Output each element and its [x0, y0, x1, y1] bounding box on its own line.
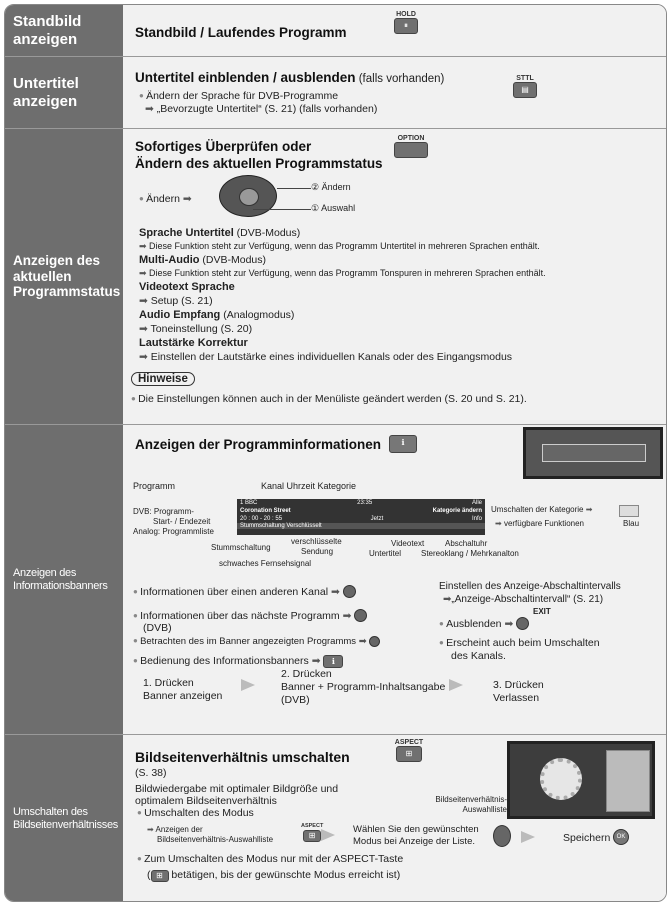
leader-line [253, 209, 311, 210]
item-videotext-sprache-desc: Setup (S. 21) [150, 295, 213, 307]
item-lautstaerke: Lautstärke Korrektur [139, 337, 248, 349]
section-label-infobanner: Anzeigen des Informationsbanners [5, 425, 123, 734]
exit-caption: EXIT [533, 607, 551, 616]
hinweise-text: ● Die Einstellungen können auch in der Menüliste geändert werden (S. 20 und S. 21). [131, 393, 527, 405]
untertitel-title-note: (falls vorhanden) [355, 73, 445, 85]
arrow-icon: ➡ [139, 241, 150, 251]
label-schwach: schwaches Fernsehsignal [219, 559, 312, 568]
label-startende: Start- / Endezeit [153, 517, 211, 526]
step-1a: 1. Drücken [143, 677, 194, 689]
aspect-desc-1: Bildwiedergabe mit optimaler Bildgröße und [135, 783, 339, 795]
banner-change-category: Kategorie ändern [432, 508, 482, 514]
step-2c: (DVB) [281, 694, 310, 706]
info-line-2b: (DVB) [143, 622, 172, 634]
anzeigen-label-1: Anzeigen der [155, 825, 203, 834]
untertitel-line2: „Bevorzugte Untertitel“ (S. 21) (falls vorhanden) [156, 103, 378, 115]
right-erscheint-2: des Kanals. [451, 650, 506, 662]
label-kanal: Kanal Uhrzeit Kategorie [261, 481, 357, 491]
info-line-2: ● Informationen über das nächste Programm [133, 610, 340, 622]
step-1b: Banner anzeigen [143, 690, 223, 702]
up-down-button-icon [343, 585, 356, 598]
speichern-label: Speichern [563, 832, 611, 844]
label-abschaltuhr: Abschaltuhr [445, 539, 488, 548]
step-arrow-icon [449, 679, 463, 691]
banner-footer: Stummschaltung Verschlüsselt [237, 523, 485, 529]
aspect-desc-2: optimalem Bildseitenverhältnis [135, 795, 277, 807]
section-label-untertitel: Untertitel anzeigen [5, 57, 123, 128]
label-untertitel: Untertitel [369, 549, 402, 558]
up-down-button-icon [493, 825, 511, 847]
item-sprache-untertitel-desc: Diese Funktion steht zur Verfügung, wenn das Programm Untertitel in mehreren Sprachen enthält. [149, 241, 540, 251]
item-sprache-untertitel: Sprache Untertitel [139, 227, 234, 239]
infobanner-title: Anzeigen der Programminformationen [135, 437, 382, 452]
taste-pre: ( [147, 869, 151, 881]
item-sprache-untertitel-mode: (DVB-Modus) [233, 227, 301, 239]
arrow-icon: ➡ [585, 505, 593, 514]
aspect-bullet-2: ● Zum Umschalten des Modus nur mit der ASPECT-Taste [137, 853, 403, 865]
arrow-icon: ➡ [145, 103, 157, 115]
anzeigen-label-2: Bildseitenverhältnis-Auswahlliste [157, 835, 274, 844]
section-label-programmstatus: Anzeigen des aktuellen Programmstatus [5, 129, 123, 424]
item-multi-audio-mode: (DVB-Modus) [199, 254, 266, 266]
arrow-icon: ➡ [139, 351, 151, 363]
option-caption: OPTION [397, 135, 425, 142]
step-arrow-icon [321, 829, 335, 841]
aspect-button-inline-icon: ⊞ [151, 870, 169, 882]
label-verfuegbare-funktionen: verfügbare Funktionen [503, 519, 584, 528]
section-label-aspect: Umschalten des Bildseitenverhältnisses [5, 735, 123, 902]
aspect-title: Bildseitenverhältnis umschalten [135, 749, 350, 765]
info-banner-image [237, 499, 485, 535]
label-blau: Blau [623, 519, 640, 528]
ok-button-icon: OK [613, 829, 629, 845]
right-ausblenden: ● Ausblenden [439, 618, 502, 630]
section-untertitel [5, 57, 667, 129]
blue-button-icon [619, 505, 639, 517]
ok-button-icon [369, 636, 380, 647]
aspect-bullet-1: ● Umschalten des Modus [137, 807, 254, 819]
item-audio-empfang-mode: (Analogmodus) [220, 309, 295, 321]
tv-screen-image [523, 427, 663, 479]
info-button-small-icon: ℹ [323, 655, 343, 668]
hinweise-label: Hinweise [131, 372, 195, 386]
untertitel-line1: ● Ändern der Sprache für DVB-Programme [139, 90, 338, 102]
item-videotext-sprache: Videotext Sprache [139, 281, 235, 293]
section-standbild [5, 5, 667, 57]
info-line-3: ● Betrachten des im Banner angezeigten Programms [133, 636, 356, 647]
sttl-caption: STTL [516, 75, 534, 82]
info-line-4: ● Bedienung des Informationsbanners [133, 655, 309, 667]
status-title-2: Ändern des aktuellen Programmstatus [135, 156, 383, 171]
label-umschalten-kategorie: Umschalten der Kategorie [491, 505, 584, 514]
step-3a: 3. Drücken [493, 679, 544, 691]
left-right-button-icon [354, 609, 367, 622]
arrow-icon: ➡ [147, 825, 156, 834]
label-programm: Programm [133, 481, 176, 491]
section-bildseitenverhaeltnis [5, 735, 667, 902]
step-arrow-icon [521, 831, 535, 843]
standbild-title: Standbild / Laufendes Programm [135, 25, 347, 40]
exit-button-icon [516, 617, 529, 630]
list-label-2: Auswahlliste [462, 805, 507, 814]
label-dvb: DVB: Programm- [133, 507, 194, 516]
right-erscheint-1: ● Erscheint auch beim Umschalten [439, 637, 600, 649]
label-sendung: Sendung [301, 547, 334, 556]
sttl-button-icon: ▤ [513, 82, 537, 98]
label-analog: Analog: Programmliste [133, 527, 214, 536]
hold-button-icon: ⏸ [394, 18, 418, 34]
label-stereo: Stereoklang / Mehrkanalton [421, 549, 519, 558]
label-verschluesselt: verschlüsselte [291, 537, 342, 546]
arrow-icon: ➡ [179, 193, 192, 205]
right-info-1: Einstellen des Anzeige-Abschaltintervalls [439, 581, 621, 592]
aspect-caption-small: ASPECT [301, 823, 324, 829]
item-lautstaerke-desc: Einstellen der Lautstärke eines individuellen Kanals oder des Eingangsmodus [150, 351, 513, 363]
banner-time: 23:35 [357, 500, 373, 506]
info-line-1: ● Informationen über einen anderen Kanal [133, 586, 328, 598]
banner-program: Coronation Street [240, 508, 291, 514]
manual-page [4, 4, 667, 902]
arrow-icon: ➡ [311, 655, 321, 667]
untertitel-title: Untertitel einblenden / ausblenden [135, 70, 356, 85]
waehlen-label-1: Wählen Sie den gewünschten [353, 824, 479, 835]
section-label-standbild: Standbild anzeigen [5, 5, 123, 56]
banner-category: Alle [471, 500, 482, 506]
callout-auswahl: ① Auswahl [311, 203, 356, 213]
step-arrow-icon [241, 679, 255, 691]
item-audio-empfang: Audio Empfang [139, 309, 221, 321]
banner-start-end: 20 : 00 - 20 : 55 [240, 516, 283, 522]
waehlen-label-2: Modus bei Anzeige der Liste. [353, 836, 475, 847]
arrow-icon: ➡ [443, 594, 452, 605]
right-info-1b: „Anzeige-Abschaltintervall“ (S. 21) [451, 594, 604, 605]
step-3b: Verlassen [493, 692, 540, 704]
step-2b: Banner + Programm-Inhaltsangabe [281, 681, 446, 693]
leader-line [277, 188, 311, 189]
aendern-label: ● Ändern [139, 193, 180, 205]
arrow-icon: ➡ [139, 268, 150, 278]
list-label-1: Bildseitenverhältnis- [435, 795, 507, 804]
aspect-button-small-icon: ⊞ [303, 830, 321, 842]
aspect-tv-image [507, 741, 655, 819]
item-multi-audio-desc: Diese Funktion steht zur Verfügung, wenn das Programm Tonspuren in mehreren Sprachen enthält. [149, 268, 546, 278]
banner-channel: 1 BBC [240, 500, 258, 506]
aspect-page: (S. 38) [135, 767, 167, 779]
section-programmstatus [5, 129, 667, 425]
navigation-pad-icon [219, 175, 277, 217]
arrow-icon: ➡ [495, 519, 504, 528]
banner-now: Jetzt [370, 516, 384, 522]
arrow-icon: ➡ [358, 636, 367, 647]
status-title-1: Sofortiges Überprüfen oder [135, 139, 312, 154]
option-button-icon [394, 142, 428, 158]
arrow-icon: ➡ [139, 323, 151, 335]
arrow-icon: ➡ [342, 610, 352, 622]
item-audio-empfang-desc: Toneinstellung (S. 20) [150, 323, 253, 335]
step-2a: 2. Drücken [281, 668, 332, 680]
arrow-icon: ➡ [504, 618, 514, 630]
label-videotext: Videotext [391, 539, 425, 548]
arrow-icon: ➡ [139, 295, 151, 307]
label-stumm: Stummschaltung [211, 543, 271, 552]
taste-post: betätigen, bis der gewünschte Modus erreicht ist) [168, 869, 401, 881]
banner-info: Info [471, 516, 482, 522]
aspect-button-icon: ⊞ [396, 746, 422, 762]
section-infobanner [5, 425, 667, 735]
item-multi-audio: Multi-Audio [139, 254, 200, 266]
aspect-caption: ASPECT [394, 739, 424, 746]
arrow-icon: ➡ [330, 586, 340, 598]
info-button-icon: ℹ [389, 435, 417, 453]
callout-aendern: ② Ändern [311, 182, 351, 192]
hold-caption: HOLD [396, 11, 416, 18]
